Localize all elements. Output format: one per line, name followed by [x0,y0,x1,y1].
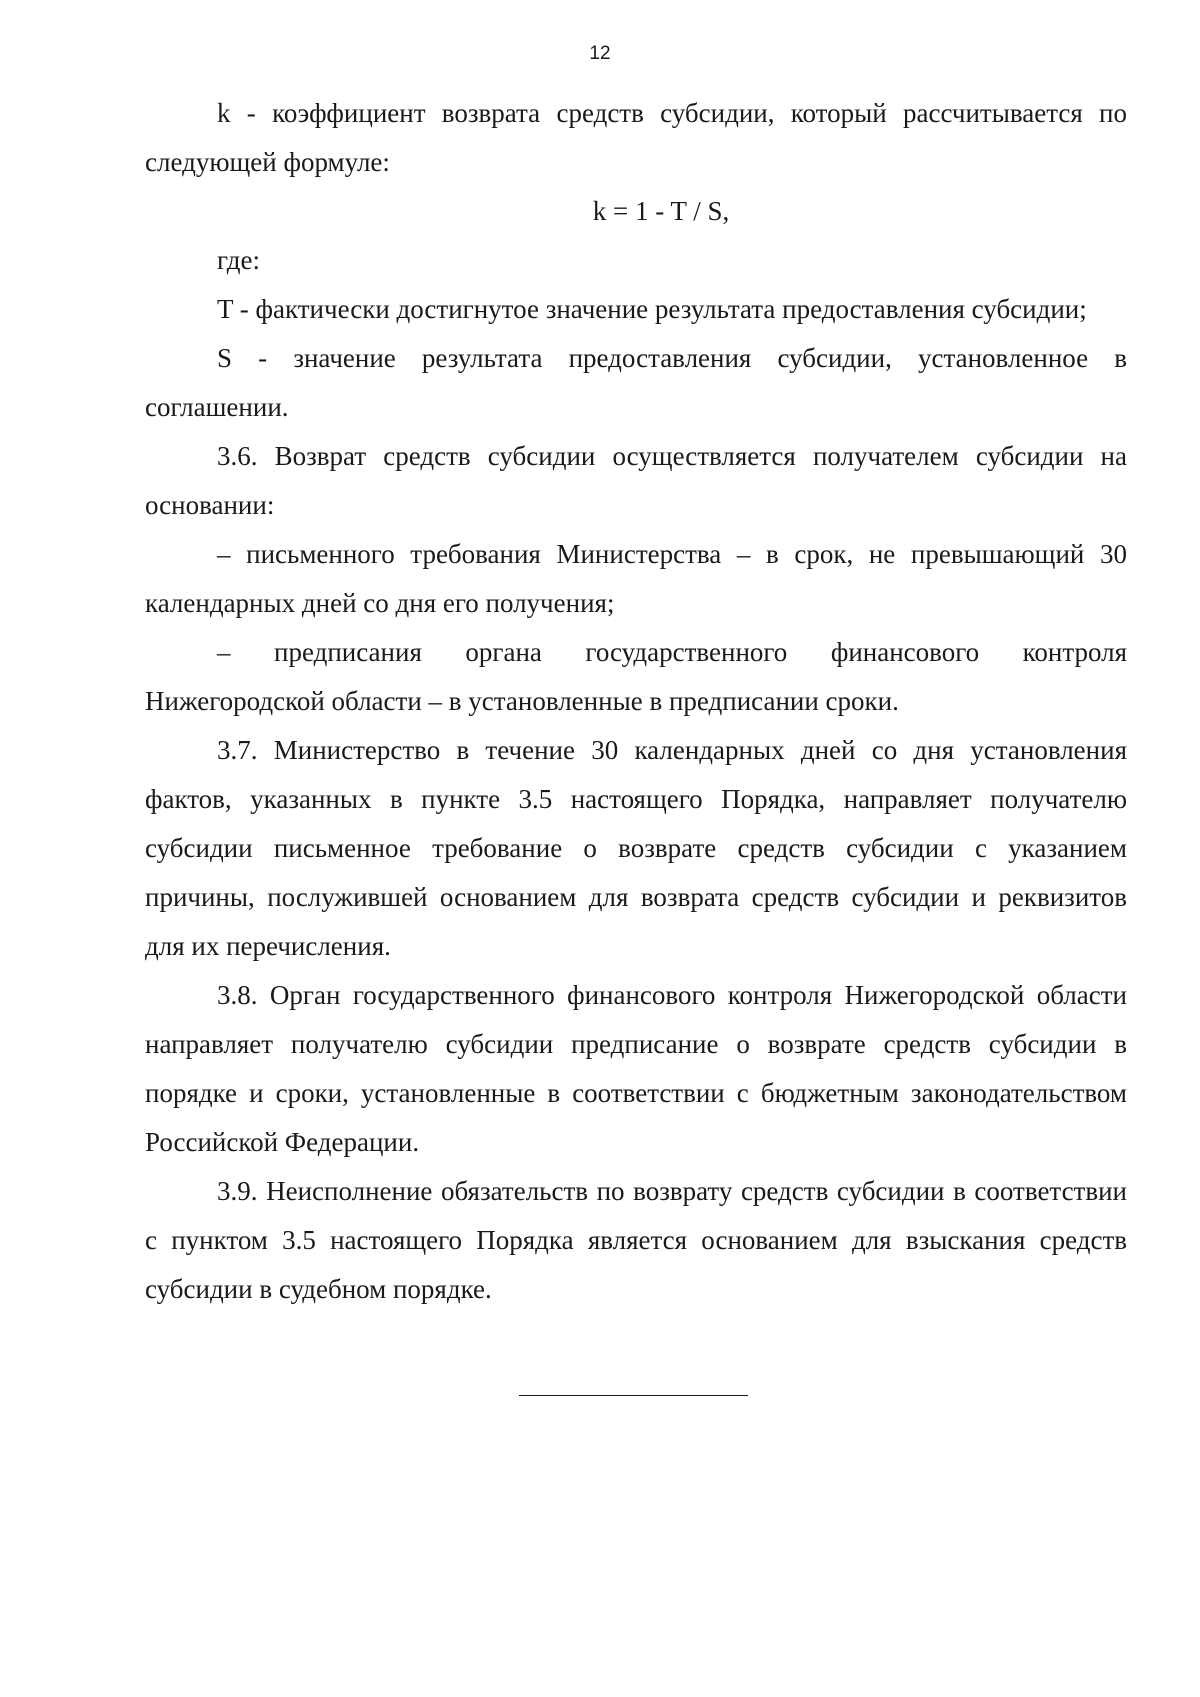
paragraph-3-7: 3.7. Министерство в течение 30 календарных дней со дня установления фактов, указанных в пункте 3.5 настоящего Порядка, направляет получателю субсидии письменное требование о возврате средств субсидии с указанием причины, послужившей основанием для возврата средств субсидии и реквизитов для их перечисления. [145,735,1127,961]
paragraph-3-6-item-2: – предписания органа государственного финансового контроля Нижегородской области – в установленные в предписании сроки. [145,637,1127,716]
paragraph-k-definition: k - коэффициент возврата средств субсидии, который рассчитывается по следующей формуле: [145,98,1127,177]
paragraph-s-definition: S - значение результата предоставления субсидии, установленное в соглашении. [145,343,1127,422]
paragraph-where: где: [217,245,260,275]
paragraph-3-6-item-1: – письменного требования Министерства – в срок, не превышающий 30 календарных дней со дня его получения; [145,539,1127,618]
paragraph-3-6: 3.6. Возврат средств субсидии осуществляется получателем субсидии на основании: [145,441,1127,520]
paragraph-3-8: 3.8. Орган государственного финансового контроля Нижегородской области направляет получателю субсидии предписание о возврате средств субсидии в порядке и сроки, установленные в соответствии с бюджетным законодательством Российской Федерации. [145,980,1127,1157]
document-body [145,89,1127,1314]
end-divider-line [519,1395,748,1396]
paragraph-t-definition: T - фактически достигнутое значение результата предоставления субсидии; [217,294,1087,324]
paragraph-3-9: 3.9. Неисполнение обязательств по возврату средств субсидии в соответствии с пунктом 3.5 настоящего Порядка является основанием для взыскания средств субсидии в судебном порядке. [145,1176,1127,1304]
page-number: 12 [589,43,611,64]
formula: k = 1 - T / S, [592,196,730,226]
